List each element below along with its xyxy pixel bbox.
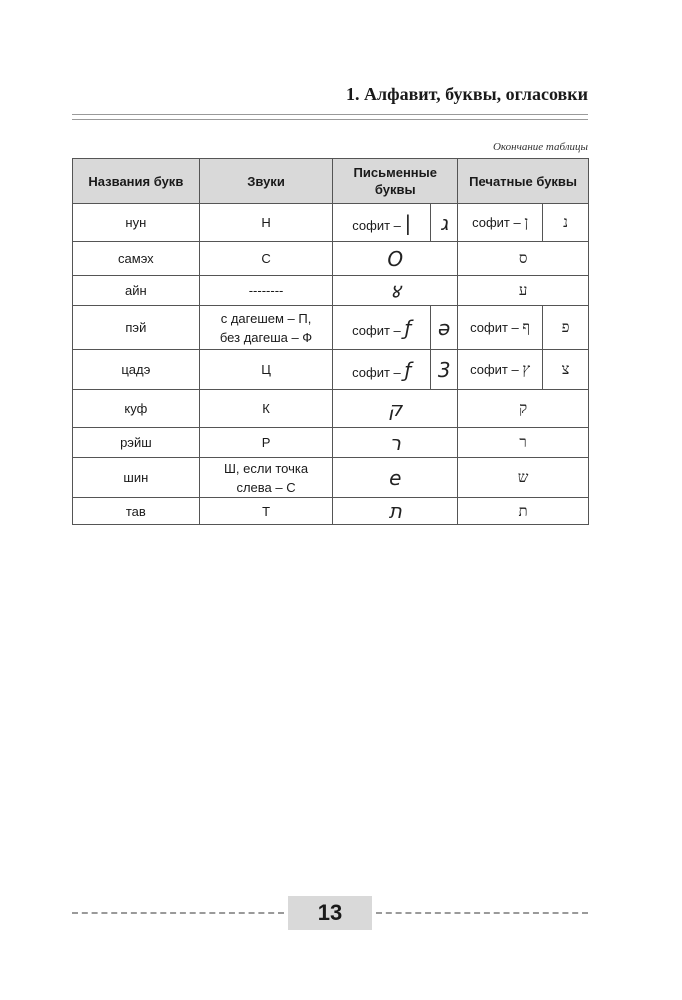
- script-sofit-glyph: ƒ: [404, 315, 412, 340]
- print-glyph-cell: [543, 204, 589, 242]
- print-glyph: נ: [563, 213, 568, 231]
- script-glyph: ר: [389, 430, 401, 455]
- script-sofit-glyph: |: [404, 210, 412, 235]
- letter-sound: [199, 306, 333, 350]
- sound-line: без дагеша – Ф: [219, 329, 313, 345]
- print-glyph-cell: [458, 428, 589, 458]
- sofit-label: софит –: [472, 215, 521, 230]
- sofit-label: софит –: [352, 364, 401, 380]
- script-glyph: ә: [438, 315, 451, 340]
- print-glyph: ש: [517, 468, 529, 486]
- column-header-name: Названия букв: [73, 159, 200, 204]
- print-glyph: ת: [518, 501, 528, 520]
- header-rule-secondary: [72, 119, 588, 120]
- page-number: 13: [288, 896, 372, 930]
- script-glyph-cell: [431, 306, 458, 350]
- letter-name: самэх: [73, 242, 200, 276]
- print-sofit-glyph: ן: [524, 213, 529, 231]
- script-sofit-glyph: ƒ: [404, 357, 412, 382]
- sofit-label: софит –: [470, 320, 519, 335]
- footer-dashed-rule-left: [72, 912, 284, 914]
- script-sofit-cell: [333, 306, 431, 350]
- column-header-script: Письменные буквы: [333, 159, 458, 204]
- letter-sound: --------: [199, 276, 333, 306]
- table-row: [73, 428, 589, 458]
- print-glyph-cell: [543, 306, 589, 350]
- table-row: [73, 458, 589, 498]
- print-glyph: ר: [519, 433, 527, 451]
- letter-sound: Ц: [199, 350, 333, 390]
- print-glyph-cell: [458, 242, 589, 276]
- script-glyph-cell: [333, 428, 458, 458]
- sofit-label: софит –: [352, 322, 401, 338]
- script-glyph-cell: [333, 242, 458, 276]
- print-glyph: ק: [519, 399, 528, 417]
- print-glyph: ס: [518, 249, 528, 267]
- print-glyph: צ: [561, 360, 570, 378]
- letter-name: шин: [73, 458, 200, 498]
- table-row: [73, 498, 589, 525]
- table-caption: Окончание таблицы: [492, 141, 588, 153]
- header-rule: [72, 114, 588, 115]
- sofit-label: софит –: [352, 217, 401, 233]
- letter-sound: Р: [199, 428, 333, 458]
- print-glyph-cell: [458, 498, 589, 525]
- sound-line: Ш, если точка: [224, 460, 309, 476]
- letter-name: айн: [73, 276, 200, 306]
- script-glyph-cell: [333, 276, 458, 306]
- letter-name: куф: [73, 390, 200, 428]
- script-glyph-cell: [333, 390, 458, 428]
- script-glyph: O: [387, 246, 404, 271]
- print-glyph-cell: [458, 458, 589, 498]
- script-glyph: 3: [437, 357, 451, 382]
- letter-sound: Н: [199, 204, 333, 242]
- script-glyph-cell: [431, 350, 458, 390]
- print-glyph-cell: [543, 350, 589, 390]
- letter-sound: Т: [199, 498, 333, 525]
- script-glyph: e: [389, 465, 402, 490]
- table-row: [73, 350, 589, 390]
- table-row: [73, 390, 589, 428]
- letter-sound: [199, 458, 333, 498]
- letter-name: тав: [73, 498, 200, 525]
- print-glyph-cell: [458, 390, 589, 428]
- alphabet-table: [72, 158, 589, 525]
- script-glyph-cell: [333, 458, 458, 498]
- table-row: [73, 242, 589, 276]
- script-glyph: ג: [440, 210, 449, 235]
- letter-name: цадэ: [73, 350, 200, 390]
- script-glyph-cell: [333, 498, 458, 525]
- column-header-print: Печатные буквы: [458, 159, 589, 204]
- letter-sound: С: [199, 242, 333, 276]
- column-header-sound: Звуки: [199, 159, 333, 204]
- script-glyph-cell: [431, 204, 458, 242]
- print-glyph: פ: [561, 318, 570, 336]
- script-sofit-cell: [333, 204, 431, 242]
- table-row: [73, 306, 589, 350]
- print-sofit-cell: [458, 350, 543, 390]
- print-sofit-glyph: ץ: [522, 360, 531, 378]
- letter-name: рэйш: [73, 428, 200, 458]
- table-row: [73, 276, 589, 306]
- table-header-row: [73, 159, 589, 204]
- script-glyph: ४: [390, 279, 401, 303]
- sound-line: с дагешем – П,: [220, 310, 312, 326]
- chapter-header: 1. Алфавит, буквы, огласовки: [346, 84, 588, 104]
- print-glyph-cell: [458, 276, 589, 306]
- letter-name: нун: [73, 204, 200, 242]
- script-glyph: ת: [388, 499, 402, 523]
- sound-line: слева – С: [236, 479, 296, 495]
- letter-sound: К: [199, 390, 333, 428]
- footer-dashed-rule-right: [376, 912, 588, 914]
- script-sofit-cell: [333, 350, 431, 390]
- table-row: [73, 204, 589, 242]
- print-sofit-cell: [458, 306, 543, 350]
- print-glyph: ע: [518, 281, 528, 299]
- print-sofit-glyph: ף: [522, 318, 531, 336]
- sofit-label: софит –: [470, 362, 519, 377]
- letter-name: пэй: [73, 306, 200, 350]
- print-sofit-cell: [458, 204, 543, 242]
- script-glyph: ק: [388, 396, 403, 421]
